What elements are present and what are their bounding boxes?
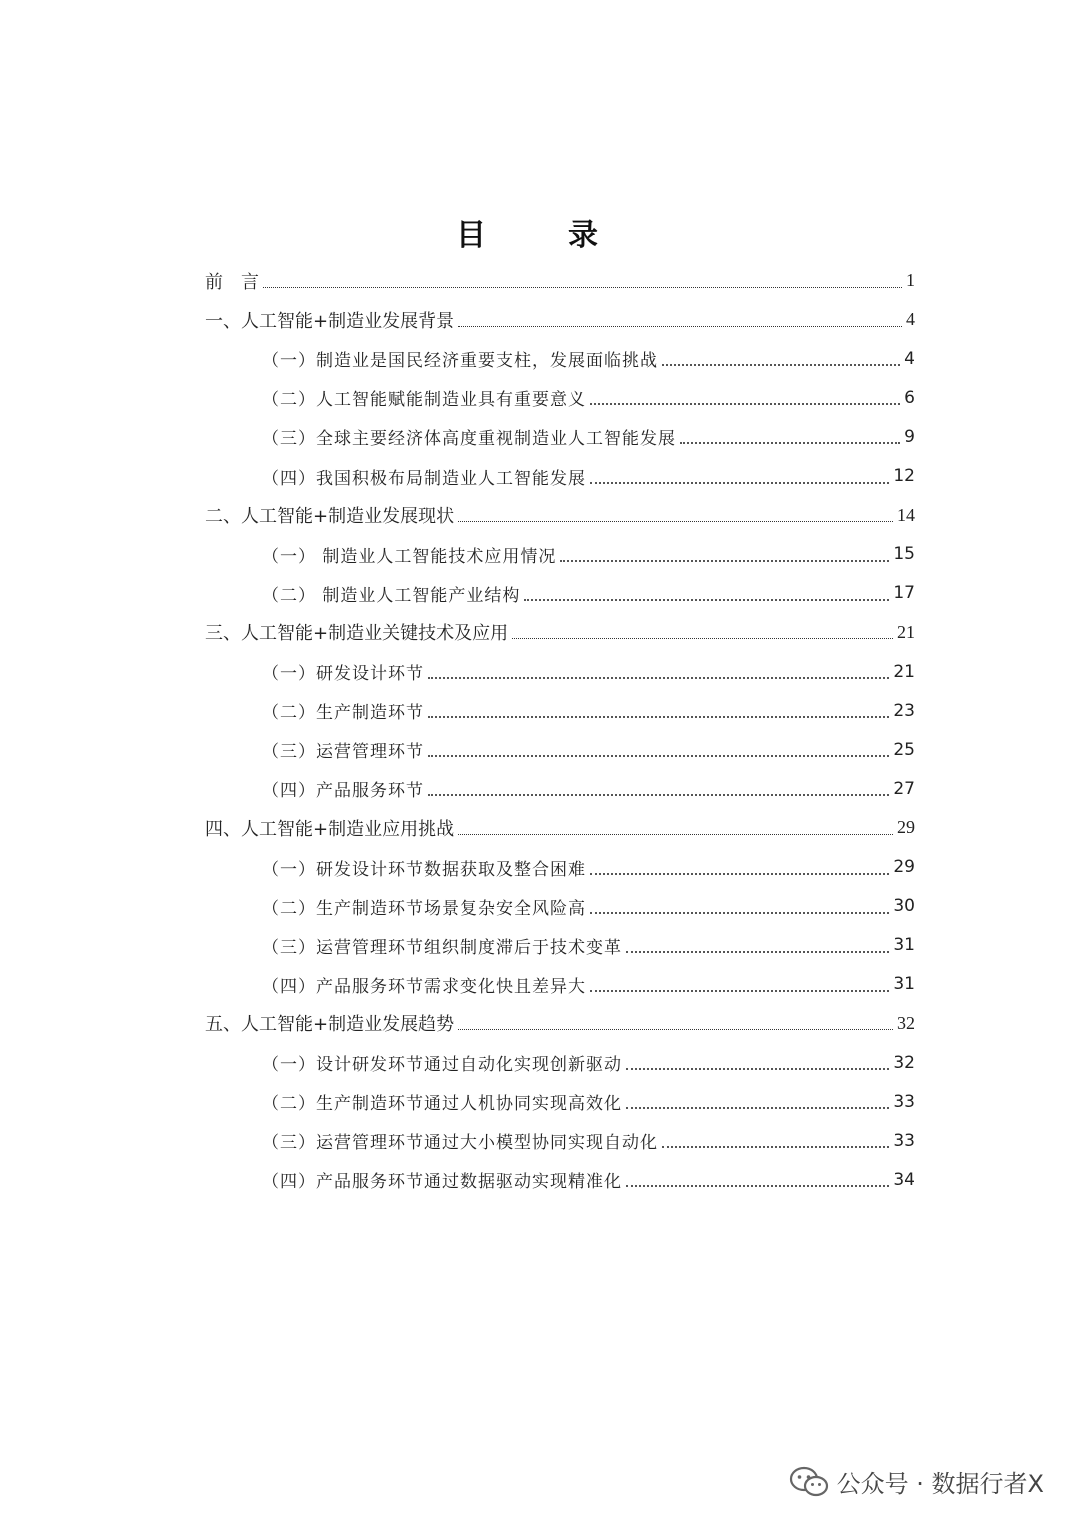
toc-entry-label: （四）产品服务环节需求变化快且差异大: [262, 976, 586, 997]
dot-leader: [458, 520, 893, 522]
toc-entry-label: （三）运营管理环节组织制度滞后于技术变革: [262, 937, 622, 958]
toc-entry-label: （四）产品服务环节通过数据驱动实现精准化: [262, 1172, 622, 1193]
toc-entry-page-number: 9: [904, 426, 915, 447]
toc-section-entry[interactable]: [262, 339, 915, 378]
toc-entry-label: （三）运营管理环节: [262, 742, 424, 763]
toc-section-entry[interactable]: [262, 848, 915, 887]
toc-entry-label: 二、人工智能+制造业发展现状: [205, 506, 455, 528]
toc-chapter-entry[interactable]: [205, 261, 915, 300]
toc-entry-label: （一）制造业是国民经济重要支柱，发展面临挑战: [262, 351, 658, 372]
dot-leader: [626, 1184, 889, 1187]
toc-entry-label: （二）人工智能赋能制造业具有重要意义: [262, 390, 586, 411]
toc-section-entry[interactable]: [262, 574, 915, 613]
page-title: 目 录: [456, 218, 624, 253]
dot-leader: [458, 833, 893, 835]
dot-leader: [626, 1067, 889, 1070]
toc-chapter-entry[interactable]: [205, 300, 915, 339]
toc-section-entry[interactable]: [262, 730, 915, 769]
toc-entry-label: （二）生产制造环节: [262, 703, 424, 724]
toc-entry-label: （三）全球主要经济体高度重视制造业人工智能发展: [262, 429, 676, 450]
toc-entry-page-number: 6: [904, 387, 915, 408]
toc-entry-label: （四）产品服务环节: [262, 781, 424, 802]
dot-leader: [662, 1145, 889, 1148]
dot-leader: [524, 598, 889, 601]
toc-entry-label: （二）生产制造环节场景复杂安全风险高: [262, 898, 586, 919]
dot-leader: [590, 872, 889, 875]
toc-section-entry[interactable]: [262, 1121, 915, 1160]
toc-entry-page-number: 23: [893, 700, 915, 721]
toc-entry-page-number: 25: [893, 739, 915, 760]
toc-section-entry[interactable]: [262, 926, 915, 965]
toc-entry-page-number: 33: [893, 1091, 915, 1112]
toc-entry-label: （三）运营管理环节通过大小模型协同实现自动化: [262, 1133, 658, 1154]
dot-leader: [428, 715, 889, 718]
toc-section-entry[interactable]: [262, 417, 915, 456]
toc-entry-page-number: 21: [893, 661, 915, 682]
dot-leader: [428, 793, 889, 796]
toc-entry-page-number: 29: [893, 857, 915, 877]
toc-entry-page-number: 34: [893, 1169, 915, 1190]
toc-entry-page-number: 29: [897, 817, 915, 838]
toc-entry-label: （一）设计研发环节通过自动化实现创新驱动: [262, 1055, 622, 1075]
wechat-icon: [789, 1465, 829, 1499]
toc-entry-page-number: 14: [897, 504, 915, 525]
toc-entry-page-number: 33: [893, 1130, 915, 1151]
dot-leader: [512, 637, 893, 639]
dot-leader: [680, 441, 900, 444]
dot-leader: [458, 325, 902, 327]
toc-entry-page-number: 32: [893, 1052, 915, 1073]
toc-entry-label: （一）研发设计环节: [262, 664, 424, 684]
dot-leader: [428, 754, 889, 757]
toc-entry-label: （二） 制造业人工智能产业结构: [262, 585, 521, 606]
toc-entry-label: 三、人工智能+制造业关键技术及应用: [205, 623, 509, 645]
toc-section-entry[interactable]: [262, 691, 915, 730]
watermark: [789, 1464, 1044, 1499]
toc-entry-page-number: 4: [906, 309, 915, 330]
dot-leader: [560, 559, 889, 562]
toc-entry-label: 一、人工智能+制造业发展背景: [205, 310, 455, 332]
toc-section-entry[interactable]: [262, 457, 915, 496]
toc-section-entry[interactable]: [262, 378, 915, 417]
dot-leader: [590, 481, 889, 484]
toc-entry-label: 四、人工智能+制造业应用挑战: [205, 818, 455, 840]
dot-leader: [590, 911, 889, 914]
toc-section-entry[interactable]: [262, 1160, 915, 1199]
toc-entry-page-number: 30: [893, 896, 915, 917]
toc-entry-label: （四）我国积极布局制造业人工智能发展: [262, 468, 586, 489]
toc-entry-label: （二）生产制造环节通过人机协同实现高效化: [262, 1094, 622, 1115]
dot-leader: [458, 1028, 893, 1030]
toc-entry-page-number: 12: [893, 466, 915, 486]
toc-section-entry[interactable]: [262, 769, 915, 808]
dot-leader: [626, 1106, 889, 1109]
toc-section-entry[interactable]: [262, 1082, 915, 1121]
toc-entry-page-number: 15: [893, 544, 915, 565]
toc-section-entry[interactable]: [262, 652, 915, 691]
toc-section-entry[interactable]: [262, 535, 915, 574]
toc-section-entry[interactable]: [262, 887, 915, 926]
toc-entry-page-number: 17: [893, 583, 915, 604]
dot-leader: [428, 676, 889, 679]
toc-entry-page-number: 27: [893, 778, 915, 799]
toc-entry-page-number: 32: [897, 1012, 915, 1033]
toc-chapter-entry[interactable]: [205, 496, 915, 535]
toc-entry-page-number: 1: [906, 270, 915, 290]
toc-entry-label: 前 言: [205, 271, 259, 293]
watermark-text: 公众号 · 数据行者X: [836, 1470, 1044, 1498]
toc-entry-label: （一） 制造业人工智能技术应用情况: [262, 546, 557, 567]
toc-entry-label: （一）研发设计环节数据获取及整合困难: [262, 859, 586, 880]
toc-entry-page-number: 31: [893, 935, 915, 956]
toc-section-entry[interactable]: [262, 965, 915, 1004]
toc-chapter-entry[interactable]: [205, 808, 915, 847]
toc-chapter-entry[interactable]: [205, 613, 915, 652]
dot-leader: [590, 989, 889, 992]
dot-leader: [590, 402, 900, 405]
toc-entry-label: 五、人工智能+制造业发展趋势: [205, 1014, 455, 1036]
dot-leader: [263, 286, 902, 288]
toc-chapter-entry[interactable]: [205, 1004, 915, 1043]
dot-leader: [662, 363, 900, 366]
toc-entry-page-number: 31: [893, 974, 915, 995]
toc-entry-page-number: 21: [897, 621, 915, 642]
dot-leader: [626, 950, 889, 953]
toc-section-entry[interactable]: [262, 1043, 915, 1082]
toc-entry-page-number: 4: [904, 348, 915, 369]
